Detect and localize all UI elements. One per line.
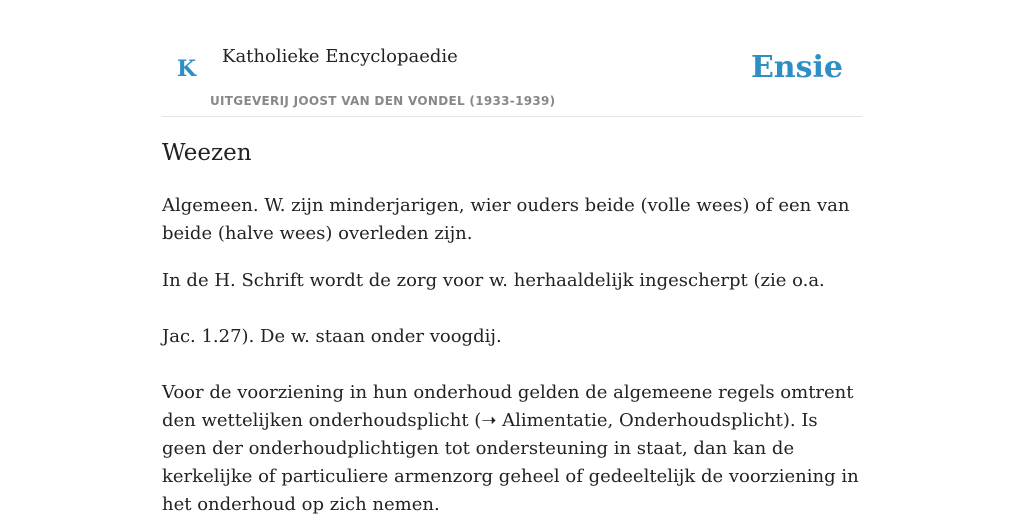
publication-title[interactable]: Katholieke Encyclopaedie — [222, 46, 458, 67]
publisher-name: UITGEVERIJ JOOST VAN DEN VONDEL (1933-1939) — [210, 94, 556, 108]
site-header — [162, 0, 862, 117]
article-paragraph: Jac. 1.27). De w. staan onder voogdij. — [162, 326, 502, 347]
article-paragraph: Voor de voorziening in hun onderhoud gelden de algemeene regels omtrent den wettelijken onderhoudsplicht (➝ Alimentatie, Onderhoudsplicht). Is geen der onderhoudplichtigen tot ondersteuning in staat, dan kan de kerkelijke of particuliere armenzorg geheel of gedeeltelijk de voorziening in het onderhoud op zich nemen. — [162, 382, 859, 515]
article-title: Weezen — [162, 140, 252, 166]
article-paragraph: Algemeen. W. zijn minderjarigen, wier ouders beide (volle wees) of een van beide (halve wees) overleden zijn. — [162, 195, 850, 244]
ensie-logo[interactable]: Ensie — [750, 50, 843, 85]
page-container — [162, 0, 862, 515]
publication-logo[interactable]: K — [177, 56, 197, 82]
article-paragraph: In de H. Schrift wordt de zorg voor w. herhaaldelijk ingescherpt (zie o.a. — [162, 270, 825, 291]
